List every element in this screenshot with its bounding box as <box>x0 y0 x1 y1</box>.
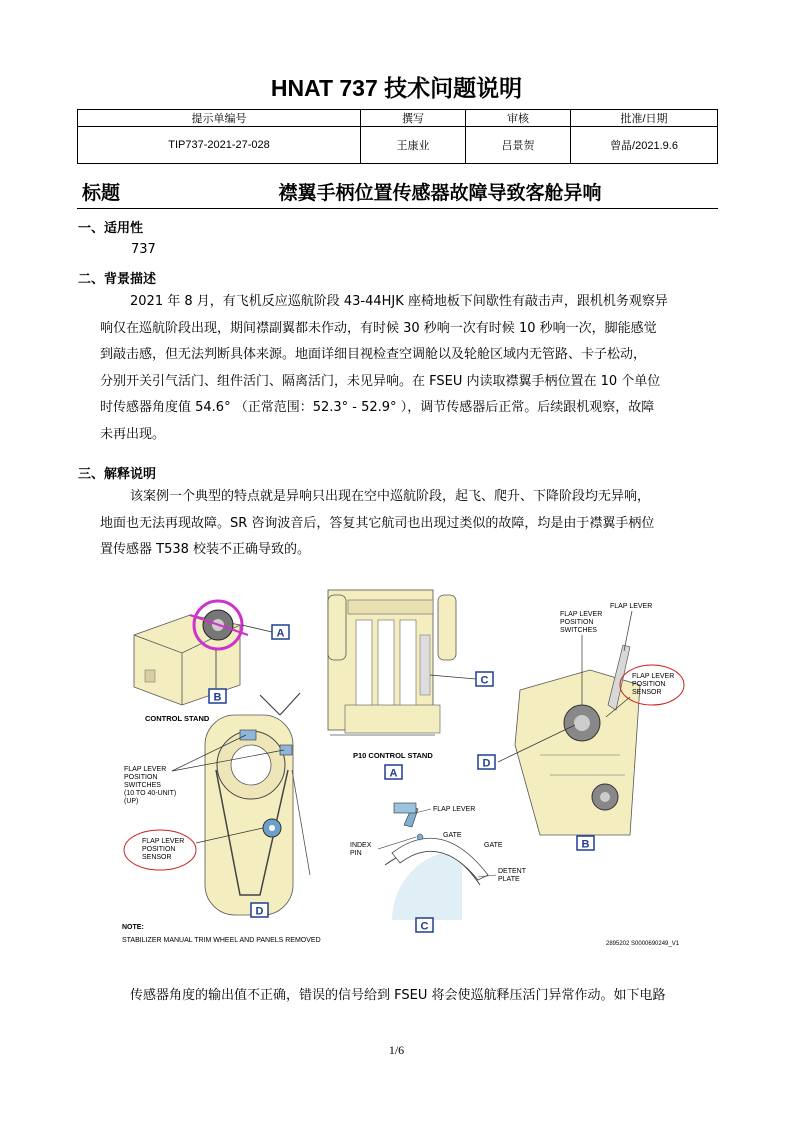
switches-d-label-2: POSITION <box>124 774 158 781</box>
info-table <box>77 109 718 164</box>
section-heading-applicability: 一、适用性 <box>78 221 144 236</box>
section-heading-explanation: 三、解释说明 <box>78 467 157 482</box>
figure-note-label: NOTE: <box>122 924 144 931</box>
text-line: 2021 年 8 月，有飞机反应巡航阶段 43-44HJK 座椅地板下间歇性有敲击声，跟机机务观察异 <box>130 294 668 309</box>
text-line: 分别开关引气活门、组件活门、隔离活门，未见异响。在 FSEU 内读取襟翼手柄位置在 10 个单位 <box>100 373 661 389</box>
detent-plate-label-1: DETENT <box>498 868 526 875</box>
detent-plate-label-2: PLATE <box>498 876 520 883</box>
background-paragraph <box>100 289 705 448</box>
view-d <box>205 693 310 915</box>
flap-lever-switches-b-label-1: FLAP LEVER <box>560 611 603 618</box>
text-line: 传感器角度的输出值不正确，错误的信号给到 FSEU 将会使巡航释压活门异常作动。如下电路 <box>130 988 666 1003</box>
gate-label-1: GATE <box>443 832 462 839</box>
callout-c-small-label: C <box>480 674 489 687</box>
text-line: 到敲击感，但无法判断具体来源。地面详细目视检查空调舱以及轮舱区域内无管路、卡子松动， <box>100 347 647 362</box>
sensor-d-label-1: FLAP LEVER <box>142 838 185 845</box>
page-title: HNAT 737 技术问题说明 <box>270 75 523 101</box>
figure-note-text: STABILIZER MANUAL TRIM WHEEL AND PANELS REMOVED <box>122 937 321 944</box>
control-stand-view <box>134 601 248 705</box>
gate-label-2: GATE <box>484 842 503 849</box>
header-cell-author: 撰写 <box>361 110 466 127</box>
callout-b-main-label: B <box>581 838 590 851</box>
sensor-b-label-1: FLAP LEVER <box>632 673 675 680</box>
value-cell-id: TIP737-2021-27-028 <box>78 127 361 164</box>
flap-lever-c-label: FLAP LEVER <box>433 806 476 813</box>
after-figure-paragraph <box>100 983 705 1010</box>
figure-reference: 2895202 S0000690249_V1 <box>606 941 680 947</box>
sensor-d-label-2: POSITION <box>142 846 176 853</box>
value-cell-reviewer: 吕景贺 <box>466 127 571 164</box>
header-cell-id: 提示单编号 <box>78 110 361 127</box>
switches-d-label-5: (UP) <box>124 798 139 805</box>
applicability-text: 737 <box>131 242 156 257</box>
callout-a-label: A <box>276 627 285 640</box>
p10-control-stand-view <box>328 590 456 735</box>
index-pin-label-1: INDEX <box>350 842 372 849</box>
callout-a-main-label: A <box>389 767 398 780</box>
view-b <box>515 645 640 835</box>
view-c <box>385 803 488 920</box>
callout-d-main-label: D <box>255 905 264 918</box>
subject-label: 标题 <box>82 182 121 204</box>
callout-b-small-label: B <box>213 691 222 704</box>
text-line: 时传感器角度值 54.6° （正常范围：52.3° - 52.9° ），调节传感器后正常。后续跟机观察，故障 <box>100 400 655 415</box>
text-line: 未再出现。 <box>100 426 166 442</box>
callout-d-small-label: D <box>482 757 491 770</box>
sensor-b-label-3: SENSOR <box>632 689 662 696</box>
flap-lever-switches-b-label-3: SWITCHES <box>560 627 597 634</box>
p10-caption: P10 CONTROL STAND <box>353 751 433 760</box>
header-cell-reviewer: 审核 <box>466 110 571 127</box>
value-cell-approval: 曾晶/2021.9.6 <box>571 127 718 164</box>
page-number: 1/6 <box>388 1043 405 1057</box>
flap-lever-sensor-figure <box>120 575 692 953</box>
text-line: 地面也无法再现故障。SR 咨询波音后，答复其它航司也出现过类似的故障，均是由于襟翼手柄位 <box>100 515 655 531</box>
switches-d-label-1: FLAP LEVER <box>124 766 167 773</box>
switches-d-label-4: (10 TO 40-UNIT) <box>124 790 177 797</box>
text-line: 响仅在巡航阶段出现，期间襟副翼都未作动，有时候 30 秒响一次有时候 10 秒响一次，脚能感觉 <box>100 320 657 336</box>
divider <box>77 208 718 209</box>
callout-c-main-label: C <box>420 920 429 933</box>
subject-title: 襟翼手柄位置传感器故障导致客舱异响 <box>278 182 602 204</box>
sensor-b-label-2: POSITION <box>632 681 666 688</box>
section-heading-background: 二、背景描述 <box>78 272 157 287</box>
sensor-d-label-3: SENSOR <box>142 854 172 861</box>
text-line: 该案例一个典型的特点就是异响只出现在空中巡航阶段，起飞、爬升、下降阶段均无异响， <box>130 489 651 504</box>
value-cell-author: 王康业 <box>361 127 466 164</box>
flap-lever-switches-b-label-2: POSITION <box>560 619 594 626</box>
explanation-paragraph <box>100 484 705 564</box>
switches-d-label-3: SWITCHES <box>124 782 161 789</box>
control-stand-caption: CONTROL STAND <box>145 714 210 723</box>
flap-lever-b-label: FLAP LEVER <box>610 603 653 610</box>
text-line: 置传感器 T538 校装不正确导致的。 <box>100 542 311 557</box>
index-pin-label-2: PIN <box>350 850 362 857</box>
header-cell-approval: 批准/日期 <box>571 110 718 127</box>
